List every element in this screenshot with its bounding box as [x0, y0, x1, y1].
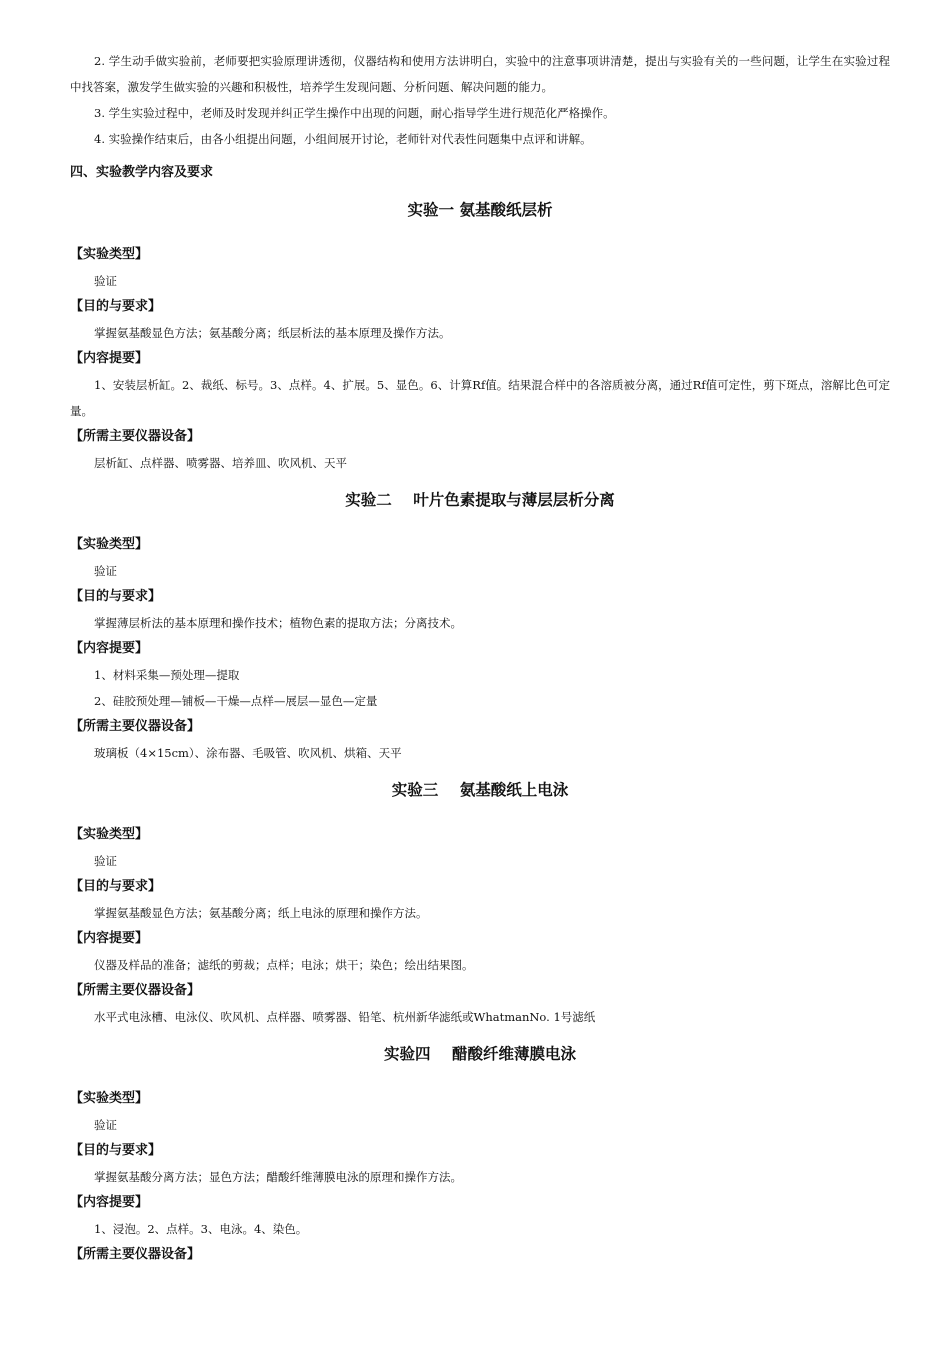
experiment-equipment: 层析缸、点样器、喷雾器、培养皿、吹风机、天平 [94, 456, 347, 470]
label-equipment: 【所需主要仪器设备】 [70, 983, 201, 998]
experiment-title: 实验三 氨基酸纸上电泳 [391, 781, 569, 799]
document-page [70, 48, 890, 1268]
label-goal: 【目的与要求】 [70, 1143, 162, 1158]
experiment-content-2: 2、硅胶预处理—铺板—干燥—点样—展层—显色—定量 [94, 694, 378, 708]
label-type: 【实验类型】 [70, 537, 149, 552]
experiment-goal: 掌握氨基酸显色方法；氨基酸分离；纸层析法的基本原理及操作方法。 [94, 326, 451, 340]
intro-paragraph-4: 4. 实验操作结束后，由各小组提出问题，小组间展开讨论，老师针对代表性问题集中点评和讲解。 [94, 132, 592, 146]
experiment-type: 验证 [94, 1118, 117, 1132]
experiment-title: 实验一 氨基酸纸层析 [407, 201, 553, 219]
experiment-goal: 掌握氨基酸显色方法；氨基酸分离；纸上电泳的原理和操作方法。 [94, 906, 428, 920]
experiment-equipment: 玻璃板（4×15cm）、涂布器、毛吸管、吹风机、烘箱、天平 [94, 746, 402, 760]
label-type: 【实验类型】 [70, 1091, 149, 1106]
experiment-content-1: 1、材料采集—预处理—提取 [94, 668, 240, 682]
label-goal: 【目的与要求】 [70, 299, 162, 314]
label-type: 【实验类型】 [70, 247, 149, 262]
label-content: 【内容提要】 [70, 931, 149, 946]
experiment-content: 仪器及样品的准备；滤纸的剪裁；点样；电泳；烘干；染色；绘出结果图。 [94, 958, 474, 972]
experiment-3 [70, 778, 890, 1030]
experiment-2 [70, 488, 890, 766]
experiment-content: 1、安装层析缸。2、裁纸、标号。3、点样。4、扩展。5、显色。6、计算Rf值。结果混合样中的各溶质被分离，通过Rf值可定性，剪下斑点，溶解比色可定量。 [70, 378, 890, 418]
label-content: 【内容提要】 [70, 1195, 149, 1210]
experiment-equipment: 水平式电泳槽、电泳仪、吹风机、点样器、喷雾器、铅笔、杭州新华滤纸或WhatmanNo. 1号滤纸 [94, 1010, 596, 1024]
experiment-4 [70, 1042, 890, 1268]
label-type: 【实验类型】 [70, 827, 149, 842]
experiment-type: 验证 [94, 564, 117, 578]
experiment-title: 实验四 醋酸纤维薄膜电泳 [383, 1045, 577, 1063]
section-heading: 四、实验教学内容及要求 [70, 165, 214, 180]
label-goal: 【目的与要求】 [70, 589, 162, 604]
label-equipment: 【所需主要仪器设备】 [70, 429, 201, 444]
intro-paragraph-3: 3. 学生实验过程中，老师及时发现并纠正学生操作中出现的问题，耐心指导学生进行规范化严格操作。 [94, 106, 615, 120]
label-content: 【内容提要】 [70, 641, 149, 656]
label-content: 【内容提要】 [70, 351, 149, 366]
experiment-type: 验证 [94, 854, 117, 868]
intro-paragraph-2: 2. 学生动手做实验前，老师要把实验原理讲透彻，仪器结构和使用方法讲明白，实验中的注意事项讲清楚，提出与实验有关的一些问题，让学生在实验过程中找答案，激发学生做实验的兴趣和积极性，培养学生发现问题、分析问题、解决问题的能力。 [70, 54, 890, 94]
experiment-title: 实验二 叶片色素提取与薄层层析分离 [345, 491, 615, 509]
label-equipment: 【所需主要仪器设备】 [70, 719, 201, 734]
experiment-1 [70, 198, 890, 476]
experiment-content: 1、浸泡。2、点样。3、电泳。4、染色。 [94, 1222, 308, 1236]
experiment-type: 验证 [94, 274, 117, 288]
label-equipment: 【所需主要仪器设备】 [70, 1247, 201, 1262]
experiment-goal: 掌握氨基酸分离方法；显色方法；醋酸纤维薄膜电泳的原理和操作方法。 [94, 1170, 462, 1184]
experiment-goal: 掌握薄层析法的基本原理和操作技术；植物色素的提取方法；分离技术。 [94, 616, 462, 630]
label-goal: 【目的与要求】 [70, 879, 162, 894]
